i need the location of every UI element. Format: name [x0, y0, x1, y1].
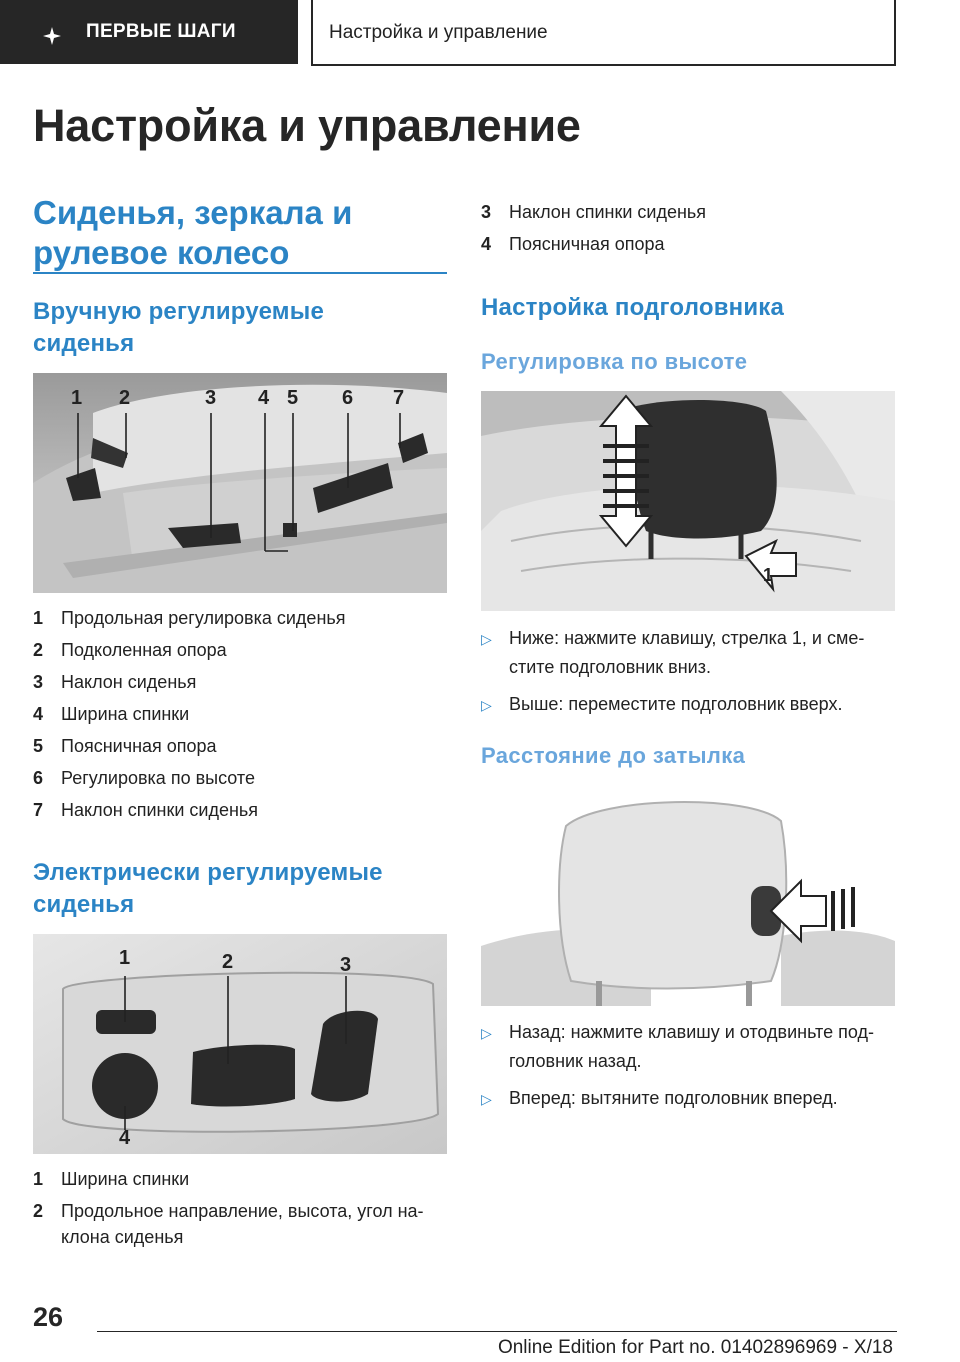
height-adjust-heading: Регулировка по высоте	[481, 349, 748, 374]
callout-4: 4	[119, 1127, 131, 1149]
callout-2: 2	[222, 951, 234, 973]
footer-edition: Online Edition for Part no. 01402896969 - X/18	[497, 1337, 893, 1358]
callout-5: 5	[287, 387, 299, 409]
electric-seat-figure	[33, 934, 447, 1154]
manual-seat-legend	[33, 602, 447, 826]
list-item: 2 Подколенная опора	[33, 640, 227, 660]
manual-seat-figure	[33, 373, 447, 593]
triangle-right-icon: ▷	[481, 631, 492, 647]
chapter-header	[311, 0, 896, 66]
section-heading-line1: Сиденья, зеркала и	[33, 194, 353, 231]
callout-2: 2	[119, 387, 131, 409]
callout-1: 1	[71, 387, 83, 409]
list-item: ▷ Ниже: нажмите клавишу, стрелка 1, и сме-стите подголовник вниз.	[481, 624, 901, 682]
callout-3: 3	[340, 954, 352, 976]
callout-7: 7	[393, 387, 405, 409]
section-heading	[33, 193, 352, 273]
triangle-right-icon: ▷	[481, 1025, 492, 1041]
section-tab[interactable]	[0, 0, 298, 64]
headrest-heading: Настройка подголовника	[481, 294, 785, 321]
list-item: 1 Продольная регулировка сиденья	[33, 608, 346, 628]
electric-seats-heading-line2: сиденья	[33, 891, 135, 918]
manual-seats-heading-line2: сиденья	[33, 330, 135, 357]
triangle-right-icon: ▷	[481, 1091, 492, 1107]
chapter-title: Настройка и управление	[329, 22, 548, 43]
list-item: 1 Ширина спинки	[33, 1169, 190, 1189]
headrest-distance-figure	[481, 786, 895, 1006]
list-item: 2 Продольное направление, высота, угол на-клона сиденья	[33, 1201, 424, 1247]
distance-heading: Расстояние до затылка	[481, 743, 746, 768]
page-title: Настройка и управление	[33, 100, 581, 151]
electric-seat-legend	[33, 1163, 447, 1250]
callout-6: 6	[342, 387, 354, 409]
list-item: 5 Поясничная опора	[33, 736, 217, 756]
section-divider	[33, 272, 447, 274]
electric-seat-legend-continued	[481, 196, 895, 260]
section-tab-label: ПЕРВЫЕ ШАГИ	[86, 21, 236, 42]
section-heading-line2: рулевое колесо	[33, 234, 290, 271]
list-item: 3 Наклон сиденья	[33, 672, 197, 692]
distance-adjust-steps	[481, 1018, 901, 1122]
list-item: 7 Наклон спинки сиденья	[33, 800, 259, 820]
manual-seats-heading-line1: Вручную регулируемые	[33, 298, 325, 325]
star-icon	[43, 27, 61, 45]
list-item: ▷ Вперед: вытяните подголовник вперед.	[481, 1084, 901, 1114]
electric-seats-heading	[33, 857, 383, 921]
electric-seats-heading-line1: Электрически регулируемые	[33, 859, 383, 886]
callout-1: 1	[763, 565, 774, 585]
page-number: 26	[33, 1302, 64, 1332]
list-item: 4 Поясничная опора	[481, 234, 665, 254]
list-item: 6 Регулировка по высоте	[33, 768, 255, 788]
footer-divider	[97, 1331, 897, 1332]
headrest-height-figure	[481, 391, 895, 611]
list-item: ▷ Назад: нажмите клавишу и отодвиньте под-головник назад.	[481, 1018, 901, 1076]
manual-seats-heading	[33, 296, 324, 360]
list-item: 4 Ширина спинки	[33, 704, 190, 724]
list-item: ▷ Выше: переместите подголовник вверх.	[481, 690, 901, 720]
triangle-right-icon: ▷	[481, 697, 492, 713]
list-item: 3 Наклон спинки сиденья	[481, 202, 707, 222]
height-adjust-steps	[481, 624, 901, 728]
callout-3: 3	[205, 387, 217, 409]
callout-1: 1	[119, 947, 131, 969]
callout-4: 4	[258, 387, 270, 409]
